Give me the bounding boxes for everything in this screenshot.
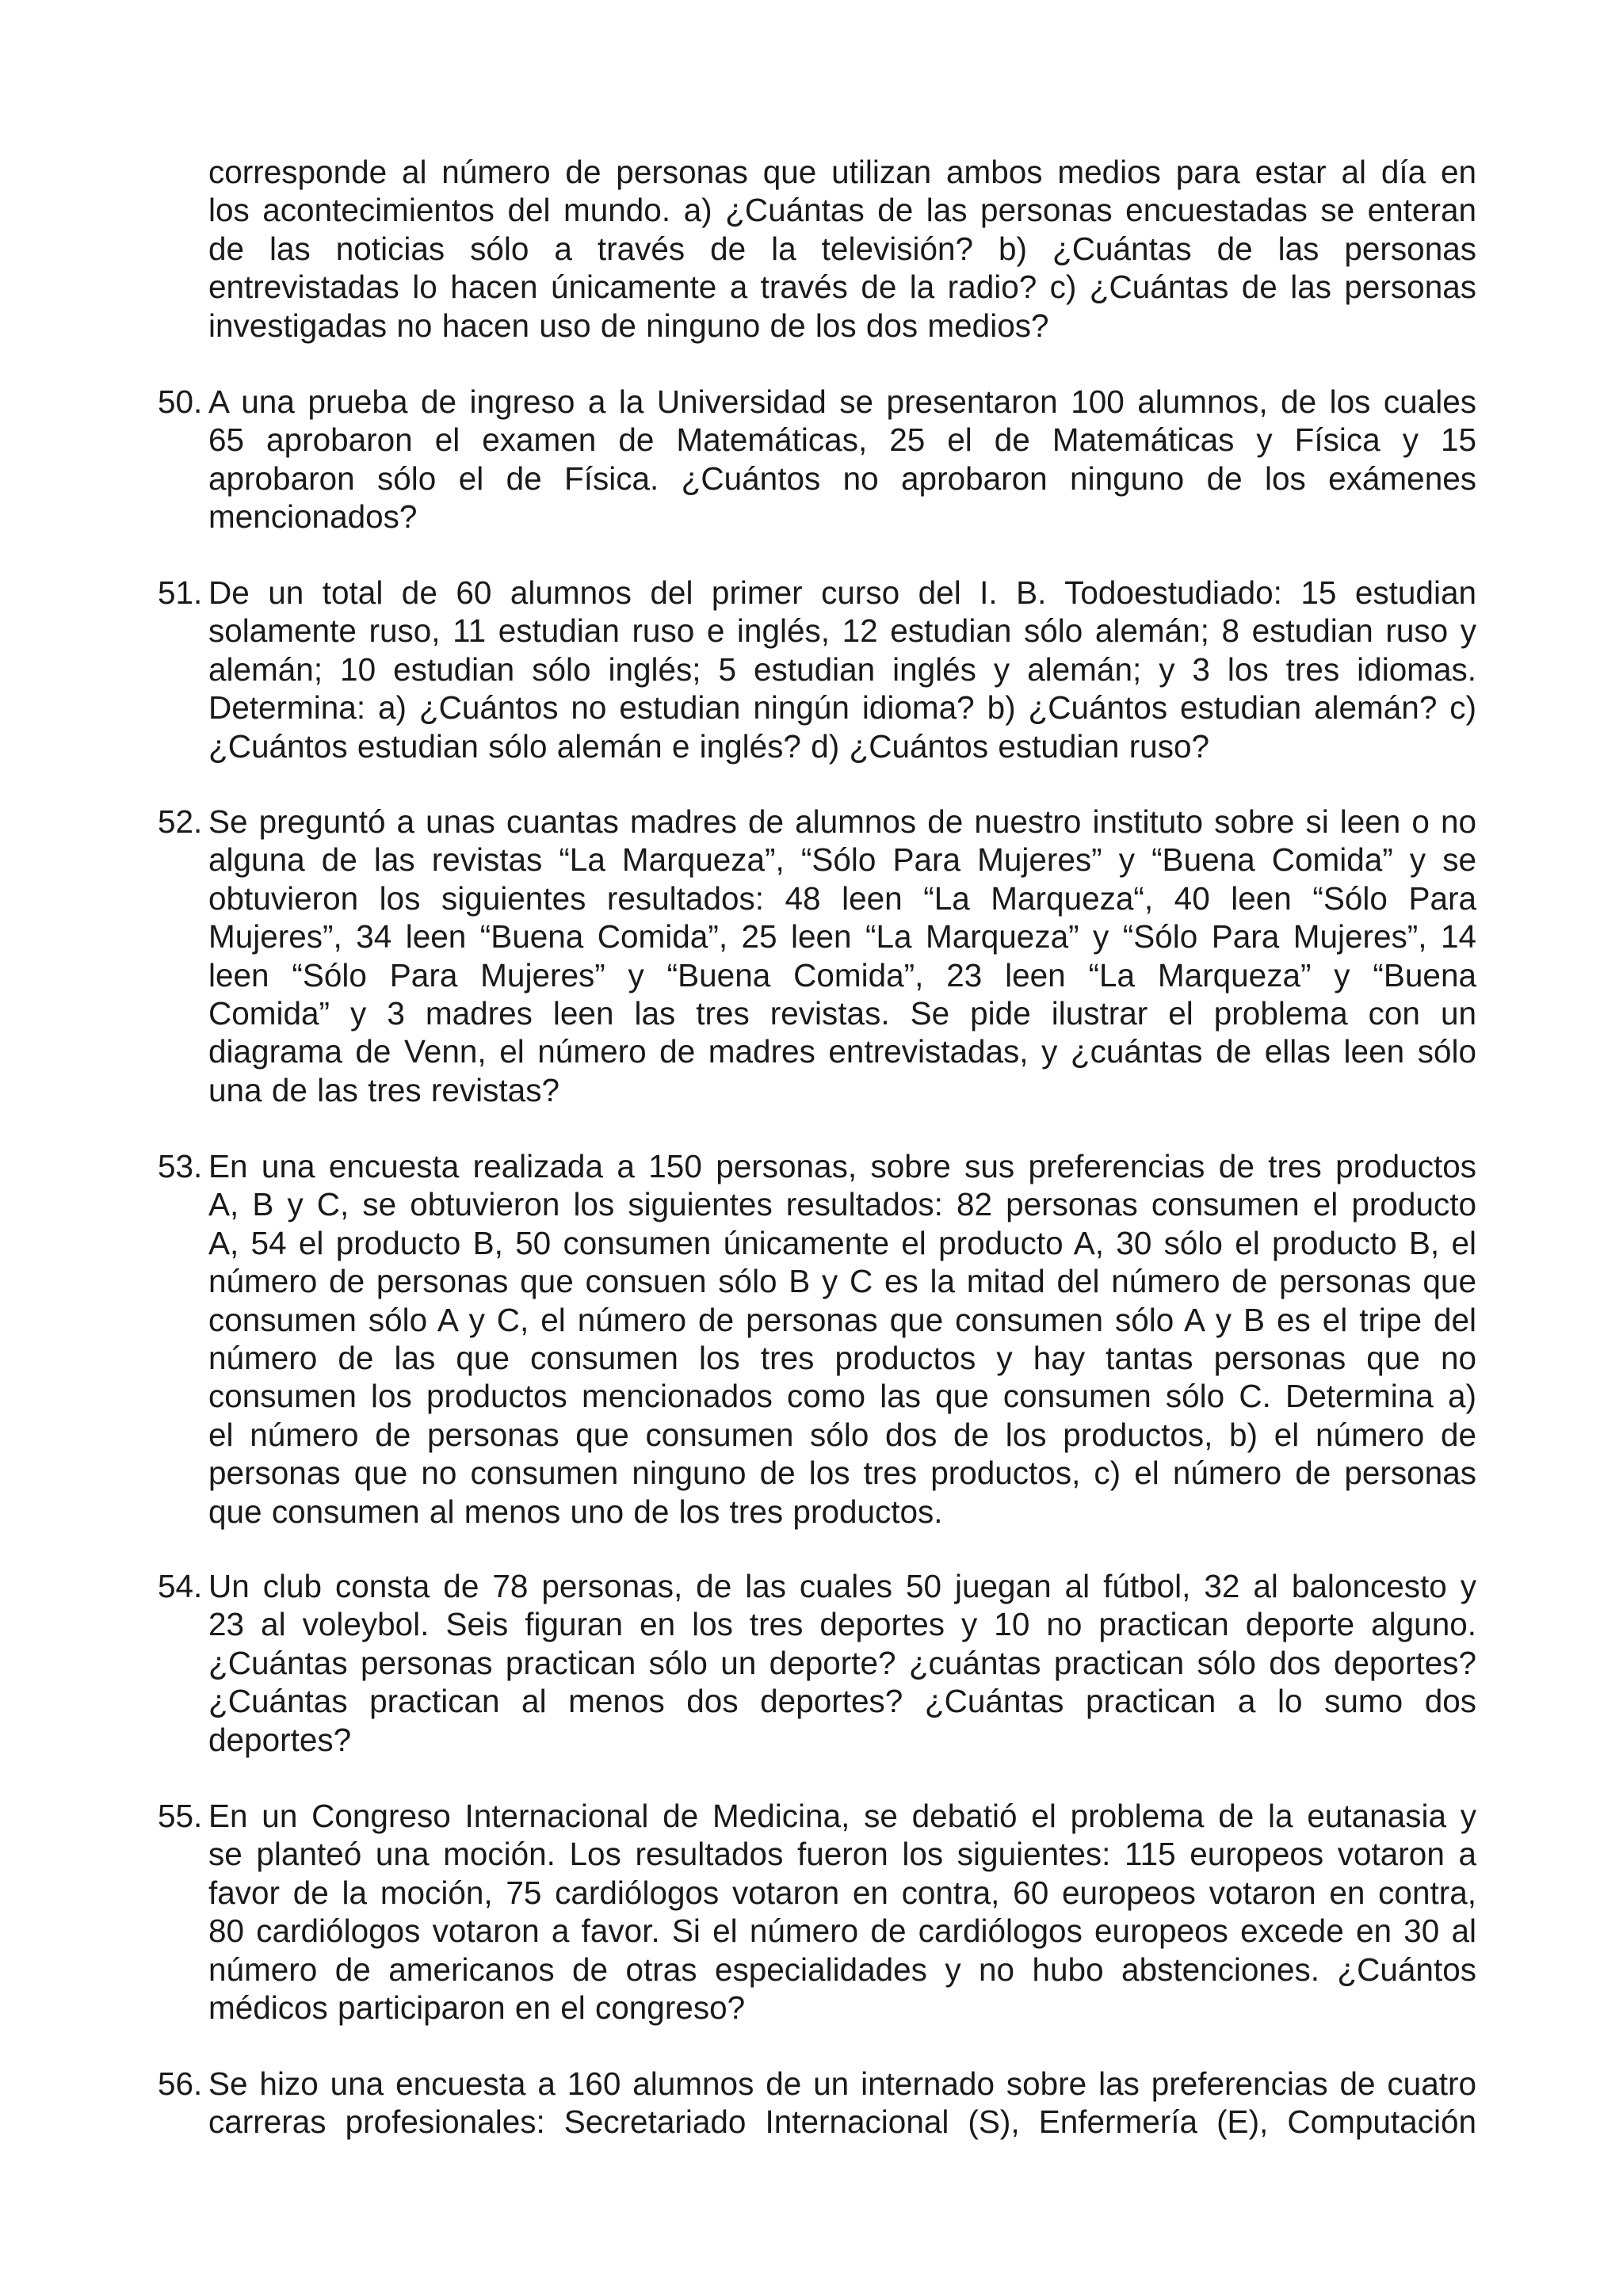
text-line: Se hizo una encuesta a 160 alumnos de un internado sobre las preferencias de cuatro (208, 2065, 1476, 2102)
text-line: aprobaron sólo el de Física. ¿Cuántos no aprobaron ninguno de los exámenes (208, 460, 1476, 497)
text-line: Un club consta de 78 personas, de las cuales 50 juegan al fútbol, 32 al baloncesto y (208, 1568, 1476, 1604)
paragraph-49-continuation (208, 153, 1476, 345)
problem-number: 54. (158, 1568, 203, 1604)
text-line: médicos participaron en el congreso? (208, 1989, 746, 2027)
text-line: favor de la moción, 75 cardiólogos votaron en contra, 60 europeos votaron en contra, (208, 1874, 1476, 1911)
problem-number: 56. (158, 2065, 203, 2102)
text-line: Determina: a) ¿Cuántos no estudian ningún idioma? b) ¿Cuántos estudian alemán? c) (208, 689, 1476, 727)
text-line: una de las tres revistas? (208, 1071, 559, 1108)
text-line: consumen sólo A y C, el número de personas que consumen sólo A y B es el tripe del (208, 1301, 1476, 1338)
text-line: leen “Sólo Para Mujeres” y “Buena Comida”, 23 leen “La Marqueza” y “Buena (208, 956, 1476, 994)
problem-52 (158, 803, 1476, 1109)
text-line: A una prueba de ingreso a la Universidad se presentaron 100 alumnos, de los cuales (208, 383, 1476, 420)
text-line: ¿Cuántas personas practican sólo un deporte? ¿cuántas practican sólo dos deportes? (208, 1644, 1476, 1681)
problem-50 (158, 383, 1476, 536)
text-line: 23 al voleybol. Seis figuran en los tres deportes y 10 no practican deporte alguno. (208, 1606, 1476, 1643)
problem-55 (158, 1797, 1476, 2027)
text-line: mencionados? (208, 498, 418, 536)
text-line: número de americanos de otras especialidades y no hubo abstenciones. ¿Cuántos (208, 1951, 1476, 1988)
problem-number: 55. (158, 1798, 203, 1834)
text-line: se planteó una moción. Los resultados fueron los siguientes: 115 europeos votaron a (208, 1836, 1476, 1873)
text-line: personas que no consumen ninguno de los tres productos, c) el número de personas (208, 1455, 1476, 1492)
problem-56 (158, 2065, 1476, 2142)
text-line: En una encuesta realizada a 150 personas, sobre sus preferencias de tres productos (208, 1148, 1476, 1184)
text-line: entrevistadas lo hacen únicamente a través de la radio? c) ¿Cuántas de las personas (208, 269, 1476, 306)
text-line: 65 aprobaron el examen de Matemáticas, 25 el de Matemáticas y Física y 15 (208, 421, 1476, 459)
text-line: Se preguntó a unas cuantas madres de alumnos de nuestro instituto sobre si leen o no (208, 803, 1476, 840)
problem-51 (158, 574, 1476, 765)
text-line: ¿Cuántas practican al menos dos deportes? ¿Cuántas practican a lo sumo dos (208, 1683, 1476, 1720)
text-line: alemán; 10 estudian sólo inglés; 5 estudian inglés y alemán; y 3 los tres idiomas. (208, 650, 1476, 688)
problem-53 (158, 1147, 1476, 1531)
text-line: el número de personas que consumen sólo dos de los productos, b) el número de (208, 1416, 1476, 1453)
problem-number: 53. (158, 1148, 203, 1184)
text-line: corresponde al número de personas que utilizan ambos medios para estar al día en (208, 154, 1476, 190)
problem-number: 50. (158, 383, 203, 420)
problem-number: 52. (158, 803, 203, 840)
text-line: ¿Cuántos estudian sólo alemán e inglés? d) ¿Cuántos estudian ruso? (208, 727, 1209, 765)
text-line: 80 cardiólogos votaron a favor. Si el número de cardiólogos europeos excede en 30 al (208, 1913, 1476, 1950)
text-line: Comida” y 3 madres leen las tres revistas. Se pide ilustrar el problema con un (208, 995, 1476, 1032)
text-line: solamente ruso, 11 estudian ruso e inglés, 12 estudian sólo alemán; 8 estudian ruso y (208, 612, 1476, 650)
text-line: los acontecimientos del mundo. a) ¿Cuántas de las personas encuestadas se enteran (208, 192, 1476, 229)
text-line: número de personas que consuen sólo B y C es la mitad del número de personas que (208, 1263, 1476, 1300)
text-line: deportes? (208, 1721, 352, 1758)
problem-number: 51. (158, 574, 203, 611)
text-line: De un total de 60 alumnos del primer curso del I. B. Todoestudiado: 15 estudian (208, 574, 1476, 611)
text-line: que consumen al menos uno de los tres productos. (208, 1493, 943, 1530)
text-line: de las noticias sólo a través de la televisión? b) ¿Cuántas de las personas (208, 230, 1476, 267)
text-line: A, B y C, se obtuvieron los siguientes resultados: 82 personas consumen el producto (208, 1186, 1476, 1223)
text-line: consumen los productos mencionados como las que consumen sólo C. Determina a) (208, 1378, 1476, 1415)
text-line: A, 54 el producto B, 50 consumen únicamente el producto A, 30 sólo el producto B, el (208, 1224, 1476, 1261)
text-line: número de las que consumen los tres productos y hay tantas personas que no (208, 1340, 1476, 1377)
text-line: carreras profesionales: Secretariado Internacional (S), Enfermería (E), Computación (208, 2103, 1476, 2141)
text-line: En un Congreso Internacional de Medicina, se debatió el problema de la eutanasia y (208, 1798, 1476, 1834)
text-line: diagrama de Venn, el número de madres entrevistadas, y ¿cuántas de ellas leen sólo (208, 1033, 1476, 1070)
text-line: investigadas no hacen uso de ninguno de los dos medios? (208, 307, 1049, 344)
text-line: obtuvieron los siguientes resultados: 48 leen “La Marqueza“, 40 leen “Sólo Para (208, 879, 1476, 917)
text-line: alguna de las revistas “La Marqueza”, “Sólo Para Mujeres” y “Buena Comida” y se (208, 841, 1476, 879)
problem-54 (158, 1567, 1476, 1759)
text-line: Mujeres”, 34 leen “Buena Comida”, 25 leen “La Marqueza” y “Sólo Para Mujeres”, 14 (208, 918, 1476, 955)
